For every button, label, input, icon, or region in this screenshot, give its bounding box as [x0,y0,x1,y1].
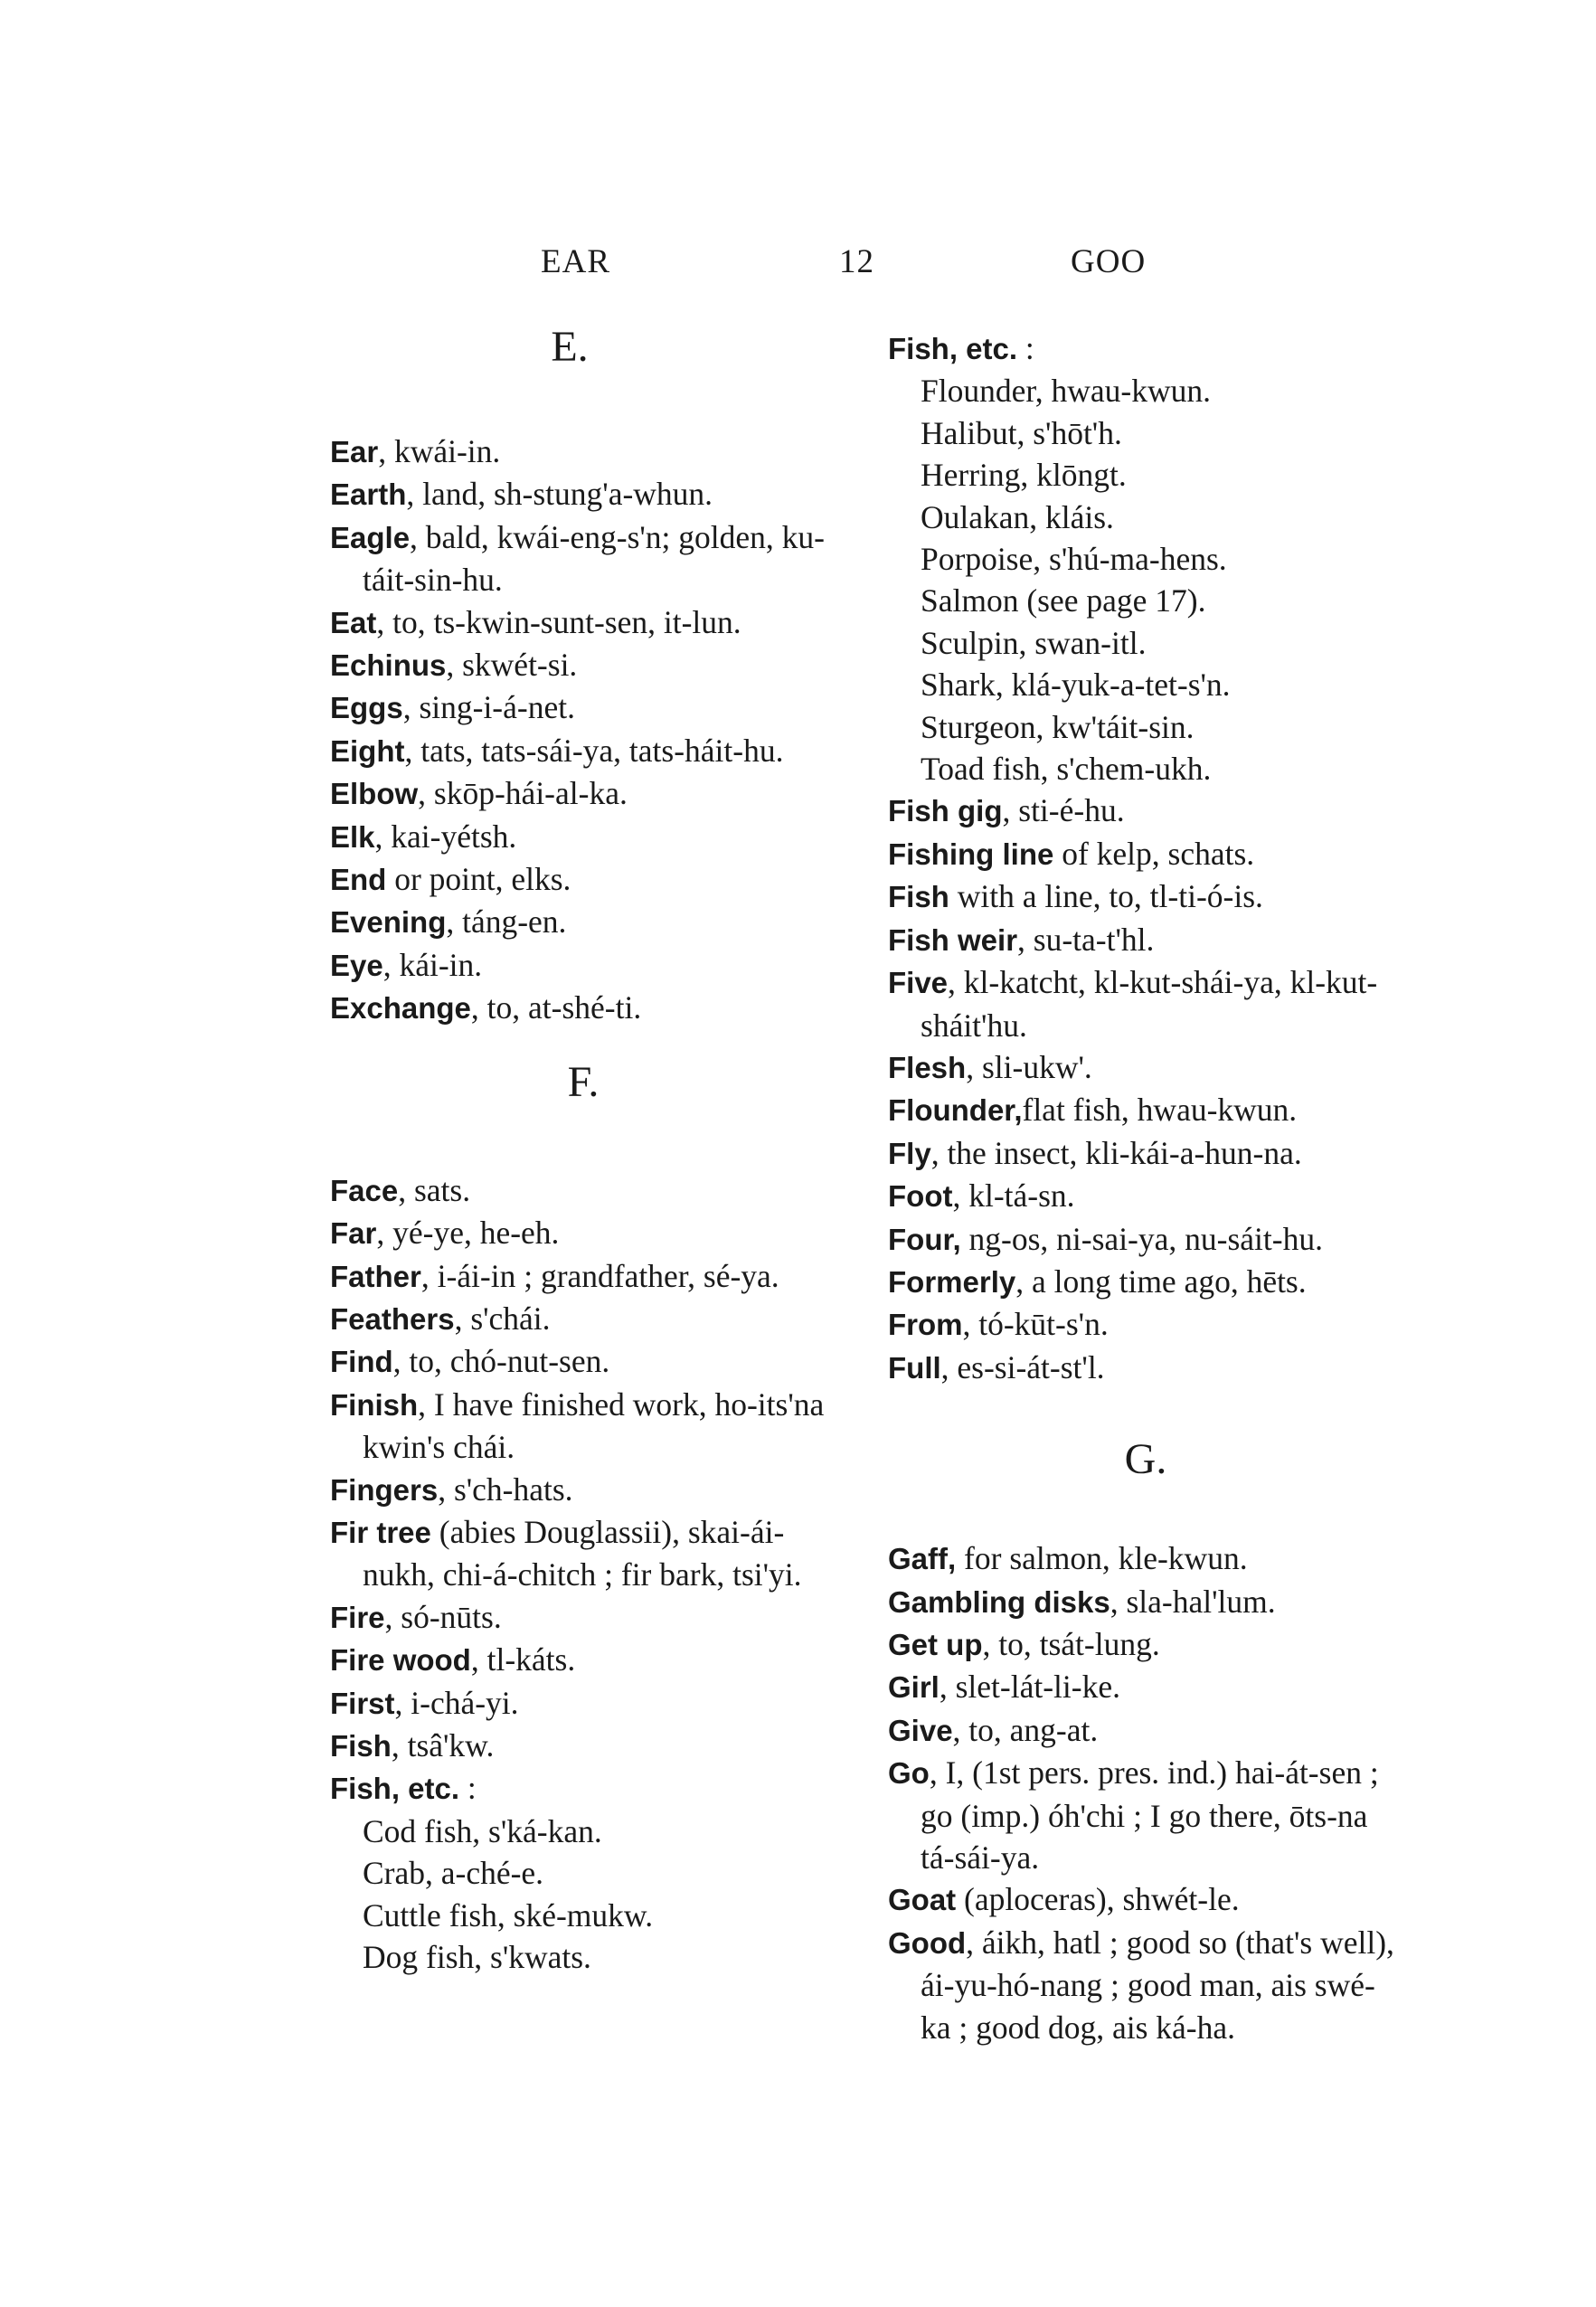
dictionary-entry [888,1132,1403,1175]
entry-headword: Ear [330,435,379,468]
sub-entry: Halibut, s'hōt'h. [921,414,1122,451]
section-letter: F. [567,1057,600,1106]
entry-definition: , tl-káts. [470,1641,576,1678]
entry-definition: , sli-ukw'. [966,1048,1092,1085]
entry-definition: : [459,1770,477,1807]
dictionary-entry [330,1596,836,1639]
dictionary-entry [330,858,836,901]
dictionary-entry [888,1347,1403,1389]
sub-entry: Shark, klá-yuk-a-tet-s'n. [921,667,1231,704]
entry-headword: Elk [330,819,375,854]
entry-definition: , skōp-hái-al-ka. [418,775,628,812]
dictionary-entry [888,1581,1403,1623]
entry-definition: or point, elks. [386,861,571,898]
section-letter: G. [1124,1435,1167,1484]
entry-headword: Fingers [330,1472,439,1507]
entry-headword: Fish gig [888,794,1003,828]
entry-headword: Exchange [330,991,471,1026]
entry-headword: Fish [330,1728,392,1763]
entry-definition: , sing-i-á-net. [402,689,575,726]
entry-headword: Five [888,966,949,1000]
sub-entry: Salmon (see page 17). [921,582,1206,619]
header-right-guide-word: GOO [1071,243,1147,280]
entry-headword: Face [330,1173,399,1207]
entry-headword: Go [888,1756,930,1791]
entry-headword: Flounder, [888,1093,1023,1128]
entry-definition: , slet-lát-li-ke. [939,1669,1120,1706]
running-header [0,242,1596,297]
entry-definition: , the insect, kli-kái-a-hun-na. [930,1134,1302,1171]
entry-definition: , tsâ'kw. [391,1726,495,1763]
dictionary-entry [888,1666,1403,1708]
dictionary-entry [888,1046,1403,1089]
dictionary-entry [888,1303,1403,1346]
dictionary-entry [330,1469,836,1511]
section-letter: E. [551,323,589,371]
entry-headword: First [330,1686,395,1720]
entry-headword: Gambling disks [888,1584,1110,1619]
entry-headword: Eagle [330,520,411,554]
entry-headword: Evening [330,905,447,940]
entry-definition: , yé-ye, he-eh. [376,1215,560,1252]
dictionary-entry [330,1725,836,1767]
entry-definition: for salmon, kle-kwun. [956,1540,1248,1577]
entry-definition: , a long time ago, hēts. [1015,1262,1307,1300]
entry-definition: , I, (1st pers. pres. ind.) hai-át-sen ; go (imp.) óh'chi ; I go there, ōts-na tá-sái-ya. [921,1754,1379,1876]
sub-entry: Cod fish, s'ká-kan. [363,1812,602,1849]
entry-definition: , kái-in. [382,946,483,983]
entry-headword: Echinus [330,648,447,683]
entry-headword: Eight [330,733,405,768]
sub-entry: Oulakan, kláis. [921,498,1114,535]
entry-definition: , sti-é-hu. [1002,792,1125,829]
entry-definition: , su-ta-t'hl. [1017,921,1155,958]
dictionary-entry [330,1255,836,1298]
dictionary-entry [330,1169,836,1212]
right-column [888,327,1403,2048]
entry-definition: (abies Douglassii), skai-ái-nukh, chi-á-chitch ; fir bark, tsi'yi. [363,1513,802,1593]
dictionary-entry [888,875,1403,918]
entry-definition: , I have finished work, ho-its'na kwin's chái. [363,1385,825,1466]
dictionary-entry [330,730,836,772]
dictionary-entry [330,1212,836,1254]
dictionary-entry [330,516,836,601]
entry-headword: Goat [888,1883,957,1917]
entry-definition: , to, at-shé-ti. [470,989,642,1026]
entry-definition: with a line, to, tl-ti-ó-is. [949,878,1263,915]
entry-headword: Gaff, [888,1542,957,1576]
entry-headword: Earth [330,477,407,512]
dictionary-entry [330,987,836,1029]
dictionary-entry [330,1511,836,1596]
sub-entry: Toad fish, s'chem-ukh. [921,751,1212,788]
dictionary-entry [888,833,1403,875]
entry-headword: Fish, etc. [330,1772,460,1806]
entry-definition: , land, sh-stung'a-whun. [406,476,713,513]
entry-headword: Flesh [888,1050,967,1084]
entry-definition: , áikh, hatl ; good so (that's well), ái-yu-hó-nang ; good man, ais swé-ka ; good dog, ais ká-ha. [921,1924,1394,2046]
entry-headword: Fire [330,1600,385,1634]
dictionary-entry [888,1175,1403,1217]
entry-headword: Find [330,1345,393,1379]
entry-headword: Girl [888,1670,940,1705]
dictionary-entry [330,1340,836,1383]
entry-definition: : [1017,330,1034,366]
dictionary-entry [888,1623,1403,1666]
entry-definition: , to, ts-kwin-sunt-sen, it-lun. [376,603,741,640]
page-number: 12 [839,243,874,280]
header-left-guide-word: EAR [541,243,610,280]
dictionary-entry [888,1878,1403,1921]
entry-headword: Full [888,1350,941,1385]
entry-definition: , bald, kwái-eng-s'n; golden, ku-táit-sin-hu. [363,518,825,599]
entry-headword: Fish [888,880,949,914]
entry-definition: (aploceras), shwét-le. [956,1881,1240,1918]
entry-headword: Fly [888,1136,931,1170]
entry-definition: , i-ái-in ; grandfather, sé-ya. [420,1257,779,1294]
dictionary-entry [330,1384,836,1469]
entry-definition: , to, chó-nut-sen. [392,1343,610,1380]
entry-headword: From [888,1308,963,1342]
dictionary-entry [330,944,836,987]
entry-definition: , kl-katcht, kl-kut-shái-ya, kl-kut-sháit'hu. [921,964,1378,1044]
dictionary-entry [888,961,1403,1046]
entry-definition: , só-nūts. [384,1598,502,1635]
sub-entry: Crab, a-ché-e. [363,1855,544,1892]
entry-headword: Feathers [330,1301,455,1336]
entry-definition: , es-si-át-st'l. [940,1348,1105,1385]
sub-entry: Sturgeon, kw'táit-sin. [921,708,1195,745]
dictionary-entry [888,1261,1403,1303]
entry-headword: End [330,863,387,897]
dictionary-entry [330,772,836,815]
entry-headword: Elbow [330,777,419,811]
entry-definition: , i-chá-yi. [394,1684,519,1721]
dictionary-entry [330,644,836,686]
dictionary-entry [330,430,836,473]
entry-headword: Give [888,1713,953,1747]
entry-definition: , kwái-in. [378,433,501,469]
entry-headword: Fish weir [888,922,1018,957]
dictionary-entry [330,1682,836,1725]
dictionary-entry [888,1709,1403,1752]
entry-definition: , sats. [398,1171,471,1208]
sub-entry: Porpoise, s'hú-ma-hens. [921,541,1227,578]
dictionary-entry [888,919,1403,961]
left-column [330,323,836,1978]
sub-entry: Herring, klōngt. [921,457,1127,494]
entry-headword: Finish [330,1387,419,1422]
entry-definition: , s'chái. [454,1300,551,1337]
dictionary-entry [330,473,836,515]
entry-definition: , kl-tá-sn. [952,1177,1075,1215]
entry-headword: Foot [888,1179,953,1214]
sub-entry: Cuttle fish, ské-mukw. [363,1896,654,1934]
entry-headword: Good [888,1925,967,1960]
dictionary-entry [888,1089,1403,1131]
dictionary-entry [888,1922,1403,2048]
entry-headword: Four, [888,1222,961,1256]
entry-headword: Fire wood [330,1643,471,1678]
sub-entry: Dog fish, s'kwats. [363,1939,591,1975]
dictionary-entry [888,1537,1403,1580]
dictionary-entry [888,789,1403,832]
entry-definition: , skwét-si. [446,647,578,684]
entry-headword: Eat [330,605,377,639]
dictionary-entry [888,327,1403,370]
dictionary-entry [330,1298,836,1340]
entry-headword: Father [330,1259,421,1293]
entry-definition: , tó-kūt-s'n. [962,1306,1109,1343]
entry-definition: ng-os, ni-sai-ya, nu-sáit-hu. [960,1220,1323,1257]
entry-definition: , to, ang-at. [952,1711,1099,1748]
entry-headword: Far [330,1216,377,1251]
dictionary-entry [330,1639,836,1681]
sub-entry: Sculpin, swan-itl. [921,624,1147,661]
entry-headword: Formerly [888,1264,1016,1299]
entry-definition: of kelp, schats. [1053,835,1255,872]
entry-headword: Eggs [330,691,403,725]
dictionary-entry [330,816,836,858]
entry-definition: , tats, tats-sái-ya, tats-háit-hu. [404,732,784,769]
dictionary-entry [330,686,836,729]
entry-definition: , táng-en. [446,903,567,941]
dictionary-entry [330,901,836,943]
entry-headword: Eye [330,948,383,982]
dictionary-entry [888,1752,1403,1878]
dictionary-entry [330,601,836,644]
entry-definition: flat fish, hwau-kwun. [1022,1092,1298,1129]
entry-headword: Fishing line [888,837,1054,871]
entry-headword: Fish, etc. [888,332,1018,365]
entry-definition: , sla-hal'lum. [1110,1583,1276,1620]
entry-headword: Fir tree [330,1515,431,1549]
dictionary-entry [330,1767,836,1810]
entry-definition: , kai-yétsh. [374,818,517,855]
entry-headword: Get up [888,1627,983,1661]
entry-definition: , s'ch-hats. [438,1470,573,1508]
dictionary-entry [888,1218,1403,1261]
sub-entry: Flounder, hwau-kwun. [921,373,1211,410]
entry-definition: , to, tsát-lung. [982,1625,1160,1662]
